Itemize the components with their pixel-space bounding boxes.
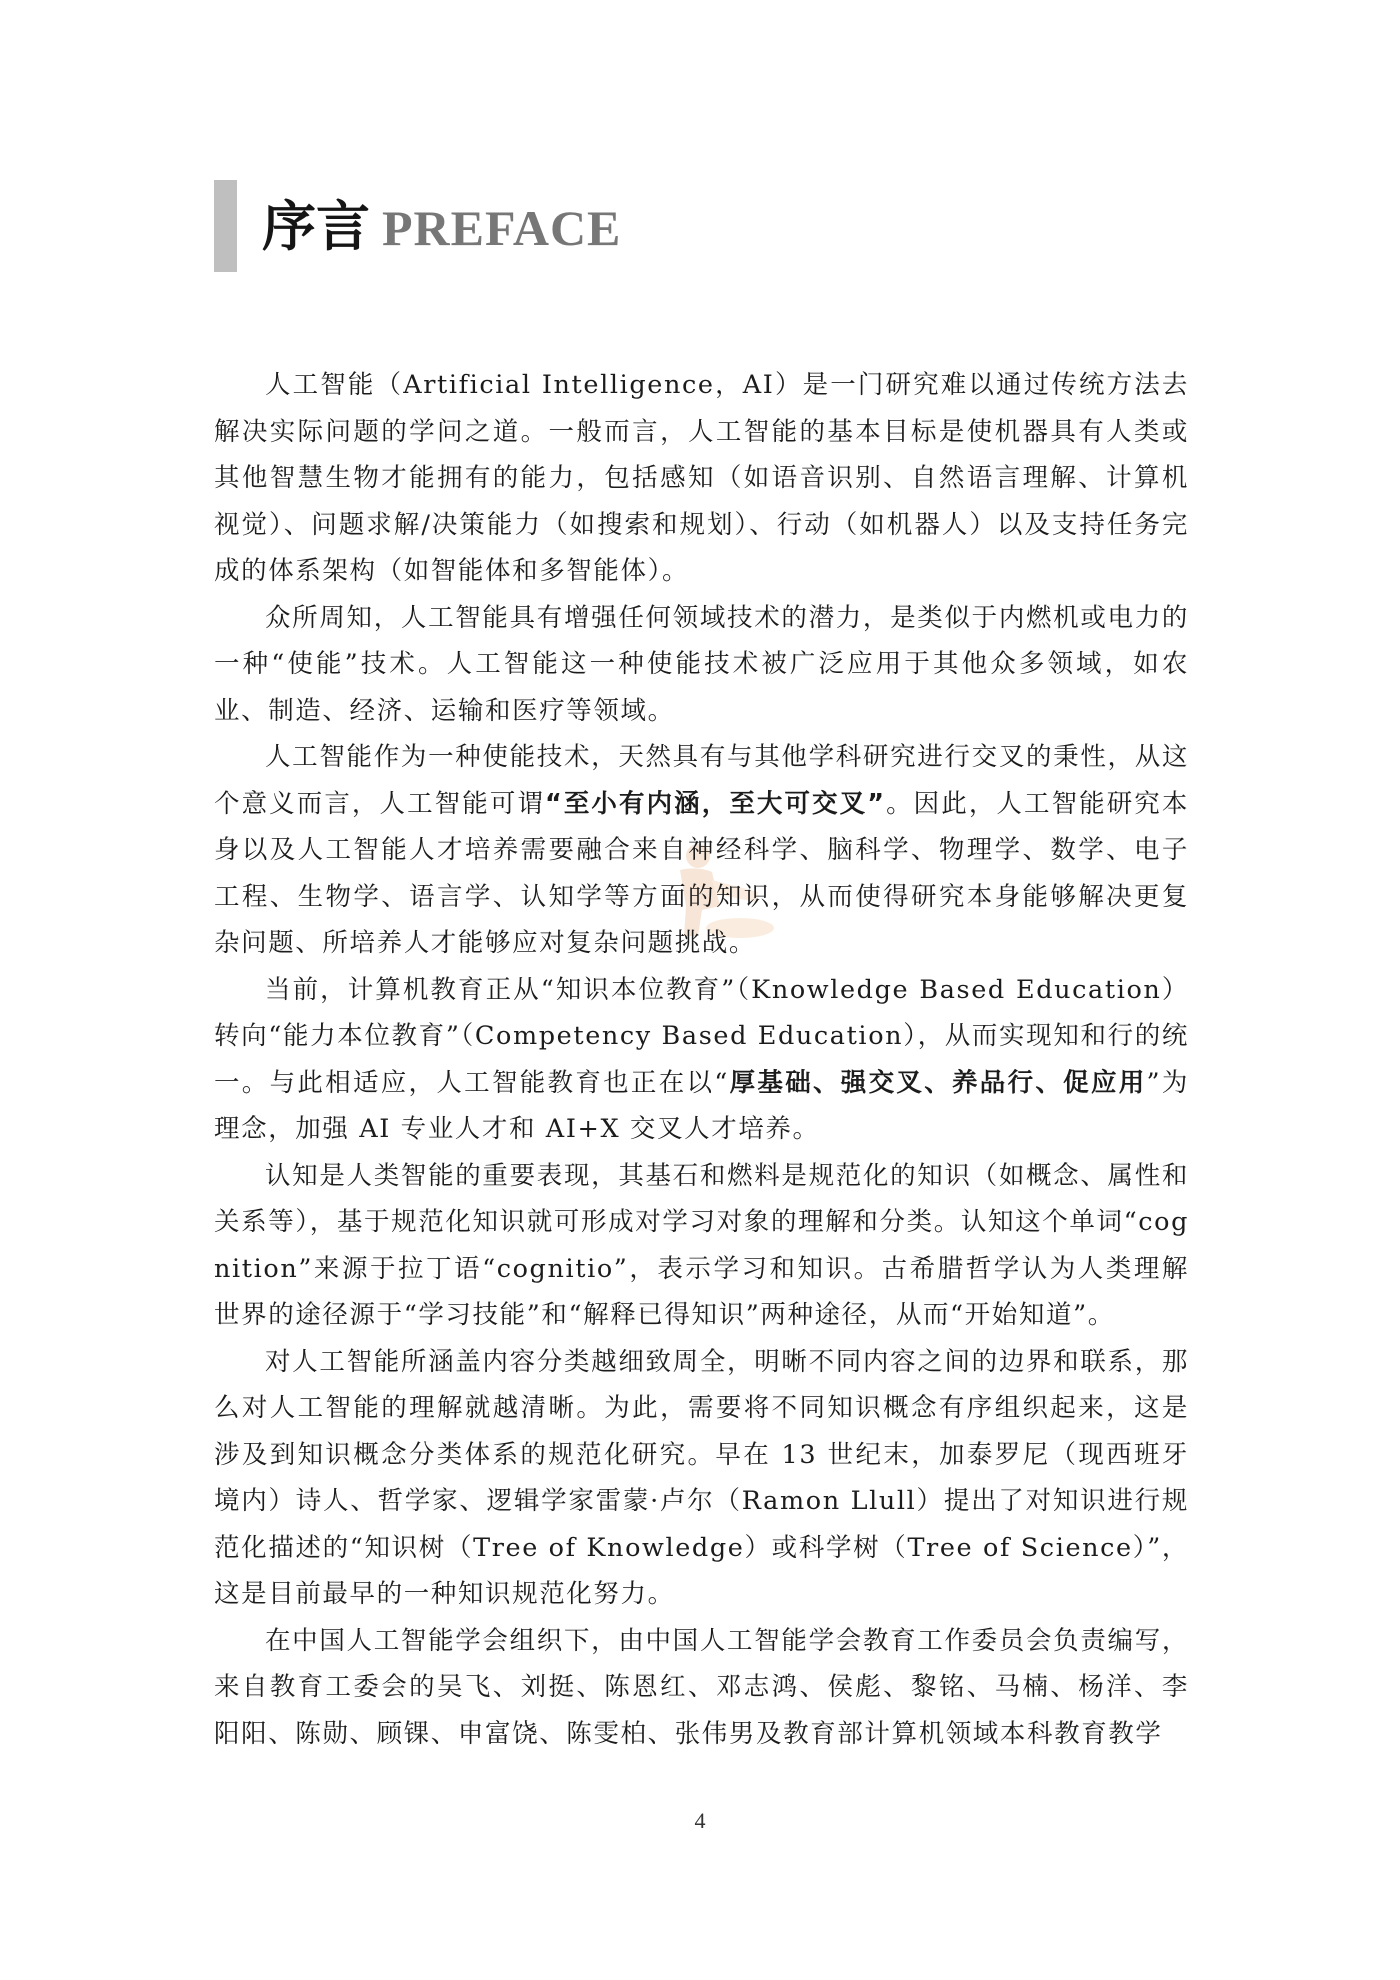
emphasis-text: “至小有内涵，至大可交叉” [544,788,886,819]
paragraph-education [214,967,1189,1153]
page-number: 4 [694,1808,706,1833]
page-title [262,192,621,275]
page-title-cn: 序言 [262,195,370,258]
paragraph-interdisciplinary [214,734,1189,967]
paragraph-text: 当前，计算机教育正从“知识本位教育”（Knowledge Based Education）转向“能力本位教育”（Competency Based Education），从而实现知和行的统一。与此相适应，人工智能教育也正在以“ [214,974,1189,1098]
paragraph-ai-definition: 人工智能（Artificial Intelligence，AI）是一门研究难以通过传统方法去解决实际问题的学问之道。一般而言，人工智能的基本目标是使机器具有人类或其他智慧生物才能拥有的能力，包括感知（如语音识别、自然语言理解、计算机视觉）、问题求解/决策能力（如搜索和规划）、行动（如机器人）以及支持任务完成的体系架构（如智能体和多智能体）。 [214,370,1189,586]
paragraph-cognition: 认知是人类智能的重要表现，其基石和燃料是规范化的知识（如概念、属性和关系等），基于规范化知识就可形成对学习对象的理解和分类。认知这个单词“cognition”来源于拉丁语“cognitio”，表示学习和知识。古希腊哲学认为人类理解世界的途径源于“学习技能”和“解释已得知识”两种途径，从而“开始知道”。 [214,1160,1189,1330]
emphasis-text: 厚基础、强交叉、养品行、促应用 [728,1067,1147,1098]
paragraph-text: 人工智能作为一种使能技术，天然具有与其他学科研究进行交叉的秉性，从这个意义而言，人工智能可谓 [214,742,1189,819]
preface-body [214,362,1189,1757]
title-accent-bar [214,180,237,272]
paragraph-text: ”为理念，加强 AI 专业人才和 AI+X 交叉人才培养。 [214,1067,1189,1144]
paragraph-authors: 在中国人工智能学会组织下，由中国人工智能学会教育工作委员会负责编写，来自教育工委会的吴飞、刘挺、陈恩红、邓志鸿、侯彪、黎铭、马楠、杨洋、李阳阳、陈勋、顾锞、申富饶、陈雯柏、张伟男及教育部计算机领域本科教育教学 [214,1625,1189,1749]
paragraph-text: 。因此，人工智能研究本身以及人工智能人才培养需要融合来自神经科学、脑科学、物理学、数学、电子工程、生物学、语言学、认知学等方面的知识，从而使得研究本身能够解决更复杂问题、所培养人才能够应对复杂问题挑战。 [214,788,1189,958]
paragraph-knowledge-classification: 对人工智能所涵盖内容分类越细致周全，明晰不同内容之间的边界和联系，那么对人工智能的理解就越清晰。为此，需要将不同知识概念有序组织起来，这是涉及到知识概念分类体系的规范化研究。早在 13 世纪末，加泰罗尼（现西班牙境内）诗人、哲学家、逻辑学家雷蒙·卢尔（Ramon Llull）提出了对知识进行规范化描述的“知识树（Tree of Knowledge）或科学树（Tree of Science）”，这是目前最早的一种知识规范化努力。 [214,1346,1189,1609]
page-title-en: PREFACE [382,200,622,256]
paragraph-enabling-technology: 众所周知，人工智能具有增强任何领域技术的潜力，是类似于内燃机或电力的一种“使能”技术。人工智能这一种使能技术被广泛应用于其他众多领域，如农业、制造、经济、运输和医疗等领域。 [214,602,1189,726]
